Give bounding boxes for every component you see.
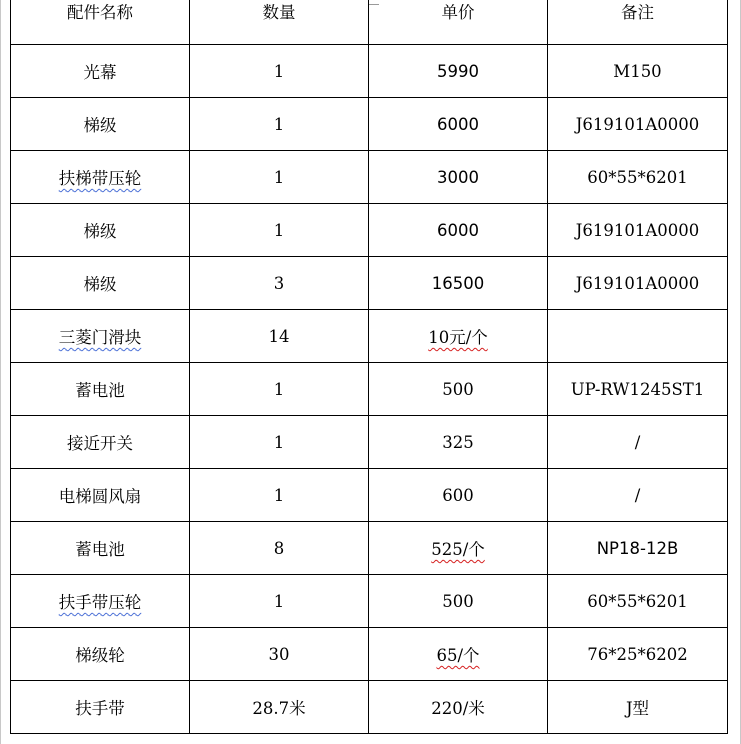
cell-unit-price[interactable]: 16500 xyxy=(369,257,548,310)
cell-part-name[interactable]: 蓄电池 xyxy=(11,363,190,416)
cell-part-name[interactable]: 梯级 xyxy=(11,98,190,151)
cell-remarks[interactable]: J619101A0000 xyxy=(548,257,728,310)
cell-quantity[interactable]: 1 xyxy=(190,45,369,98)
table-row xyxy=(11,681,728,734)
page-left-edge xyxy=(0,0,1,744)
cell-quantity[interactable]: 1 xyxy=(190,416,369,469)
cell-unit-price[interactable]: 3000 xyxy=(369,151,548,204)
cell-unit-price[interactable] xyxy=(369,522,548,575)
cell-unit-price-text: 525/个 xyxy=(431,540,485,559)
cell-part-name-text: 三菱门滑块 xyxy=(58,328,142,347)
cell-part-name[interactable]: 梯级 xyxy=(11,204,190,257)
cell-part-name[interactable]: 蓄电池 xyxy=(11,522,190,575)
cell-quantity[interactable]: 1 xyxy=(190,469,369,522)
cell-remarks[interactable]: J619101A0000 xyxy=(548,98,728,151)
header-quantity[interactable]: 数量 xyxy=(190,0,369,45)
parts-table xyxy=(10,0,728,734)
cell-part-name[interactable]: 扶手带 xyxy=(11,681,190,734)
cell-part-name-text: 扶手带压轮 xyxy=(58,593,142,612)
table-row xyxy=(11,310,728,363)
cell-part-name[interactable]: 光幕 xyxy=(11,45,190,98)
cell-quantity[interactable]: 1 xyxy=(190,151,369,204)
table-row xyxy=(11,575,728,628)
cell-remarks[interactable]: J619101A0000 xyxy=(548,204,728,257)
table-row xyxy=(11,151,728,204)
cell-part-name[interactable]: 电梯圆风扇 xyxy=(11,469,190,522)
table-row xyxy=(11,257,728,310)
cell-unit-price[interactable]: 6000 xyxy=(369,204,548,257)
table-row xyxy=(11,98,728,151)
cell-remarks[interactable]: J型 xyxy=(548,681,728,734)
cell-part-name[interactable] xyxy=(11,151,190,204)
cell-quantity[interactable]: 8 xyxy=(190,522,369,575)
cell-quantity[interactable]: 1 xyxy=(190,575,369,628)
cell-unit-price-text: 65/个 xyxy=(436,646,480,665)
cell-remarks[interactable] xyxy=(548,310,728,363)
table-row xyxy=(11,522,728,575)
table-row xyxy=(11,628,728,681)
header-row xyxy=(11,0,728,45)
cell-unit-price-text: 10元/个 xyxy=(428,328,488,347)
cell-quantity[interactable]: 30 xyxy=(190,628,369,681)
cell-part-name[interactable] xyxy=(11,310,190,363)
table-row xyxy=(11,469,728,522)
cell-unit-price[interactable]: 500 xyxy=(369,363,548,416)
header-part-name[interactable]: 配件名称 xyxy=(11,0,190,45)
cell-unit-price[interactable]: 325 xyxy=(369,416,548,469)
cell-remarks[interactable]: 76*25*6202 xyxy=(548,628,728,681)
cell-remarks[interactable]: / xyxy=(548,416,728,469)
cell-part-name[interactable]: 梯级 xyxy=(11,257,190,310)
cell-part-name[interactable]: 接近开关 xyxy=(11,416,190,469)
cell-unit-price[interactable]: 600 xyxy=(369,469,548,522)
cell-quantity[interactable]: 1 xyxy=(190,363,369,416)
cell-remarks[interactable]: / xyxy=(548,469,728,522)
cell-remarks[interactable]: NP18-12B xyxy=(548,522,728,575)
cell-remarks[interactable]: UP-RW1245ST1 xyxy=(548,363,728,416)
cell-quantity[interactable]: 3 xyxy=(190,257,369,310)
cell-unit-price[interactable] xyxy=(369,310,548,363)
cell-part-name-text: 扶梯带压轮 xyxy=(58,169,142,188)
cell-quantity[interactable]: 1 xyxy=(190,204,369,257)
table-row xyxy=(11,204,728,257)
cell-quantity[interactable]: 14 xyxy=(190,310,369,363)
cell-unit-price[interactable] xyxy=(369,628,548,681)
cell-unit-price[interactable]: 5990 xyxy=(369,45,548,98)
header-unit-price[interactable]: 单价 xyxy=(369,0,548,45)
cell-quantity[interactable]: 1 xyxy=(190,98,369,151)
table-row xyxy=(11,45,728,98)
table-row xyxy=(11,416,728,469)
cell-remarks[interactable]: M150 xyxy=(548,45,728,98)
header-remarks[interactable]: 备注 xyxy=(548,0,728,45)
cell-unit-price[interactable]: 220/米 xyxy=(369,681,548,734)
cell-part-name[interactable] xyxy=(11,575,190,628)
cell-unit-price[interactable]: 500 xyxy=(369,575,548,628)
cell-part-name[interactable]: 梯级轮 xyxy=(11,628,190,681)
table-row xyxy=(11,363,728,416)
cell-remarks[interactable]: 60*55*6201 xyxy=(548,575,728,628)
cell-remarks[interactable]: 60*55*6201 xyxy=(548,151,728,204)
cell-unit-price[interactable]: 6000 xyxy=(369,98,548,151)
cell-quantity[interactable]: 28.7米 xyxy=(190,681,369,734)
